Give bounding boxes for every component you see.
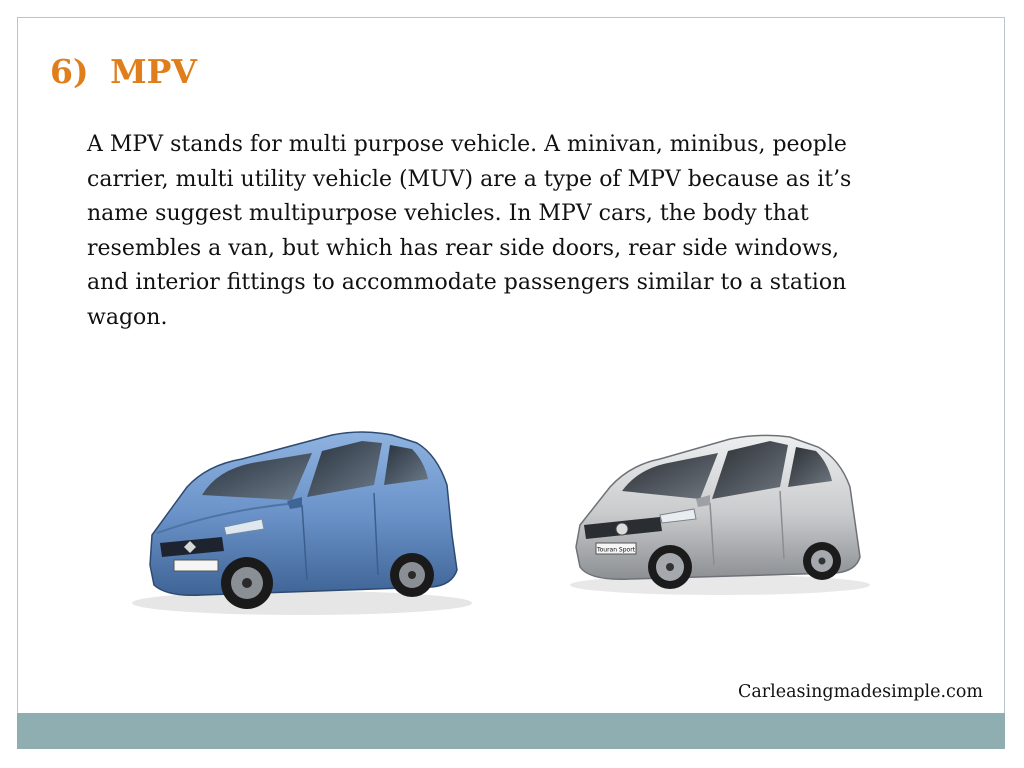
footer-band	[17, 713, 1005, 749]
body-line: and interior fittings to accommodate passengers similar to a station	[87, 270, 847, 295]
body-line: A MPV stands for multi purpose vehicle. A minivan, minibus, people	[87, 132, 847, 157]
body-line: carrier, multi utility vehicle (MUV) are a type of MPV because as it’s	[87, 166, 852, 192]
silver-mpv-photo	[560, 425, 880, 600]
slide-frame	[17, 17, 1005, 749]
body-line: wagon.	[87, 304, 168, 330]
body-line: resembles a van, but which has rear side doors, rear side windows,	[87, 235, 840, 261]
source-credit: Carleasingmadesimple.com	[737, 682, 983, 702]
slide-body	[87, 128, 967, 335]
car-plate-text: Touran Sport	[596, 546, 636, 554]
blue-mpv-photo	[112, 415, 492, 625]
body-line: name suggest multipurpose vehicles. In MPV cars, the body that	[87, 201, 809, 226]
slide-title: 6) MPV	[50, 52, 198, 91]
